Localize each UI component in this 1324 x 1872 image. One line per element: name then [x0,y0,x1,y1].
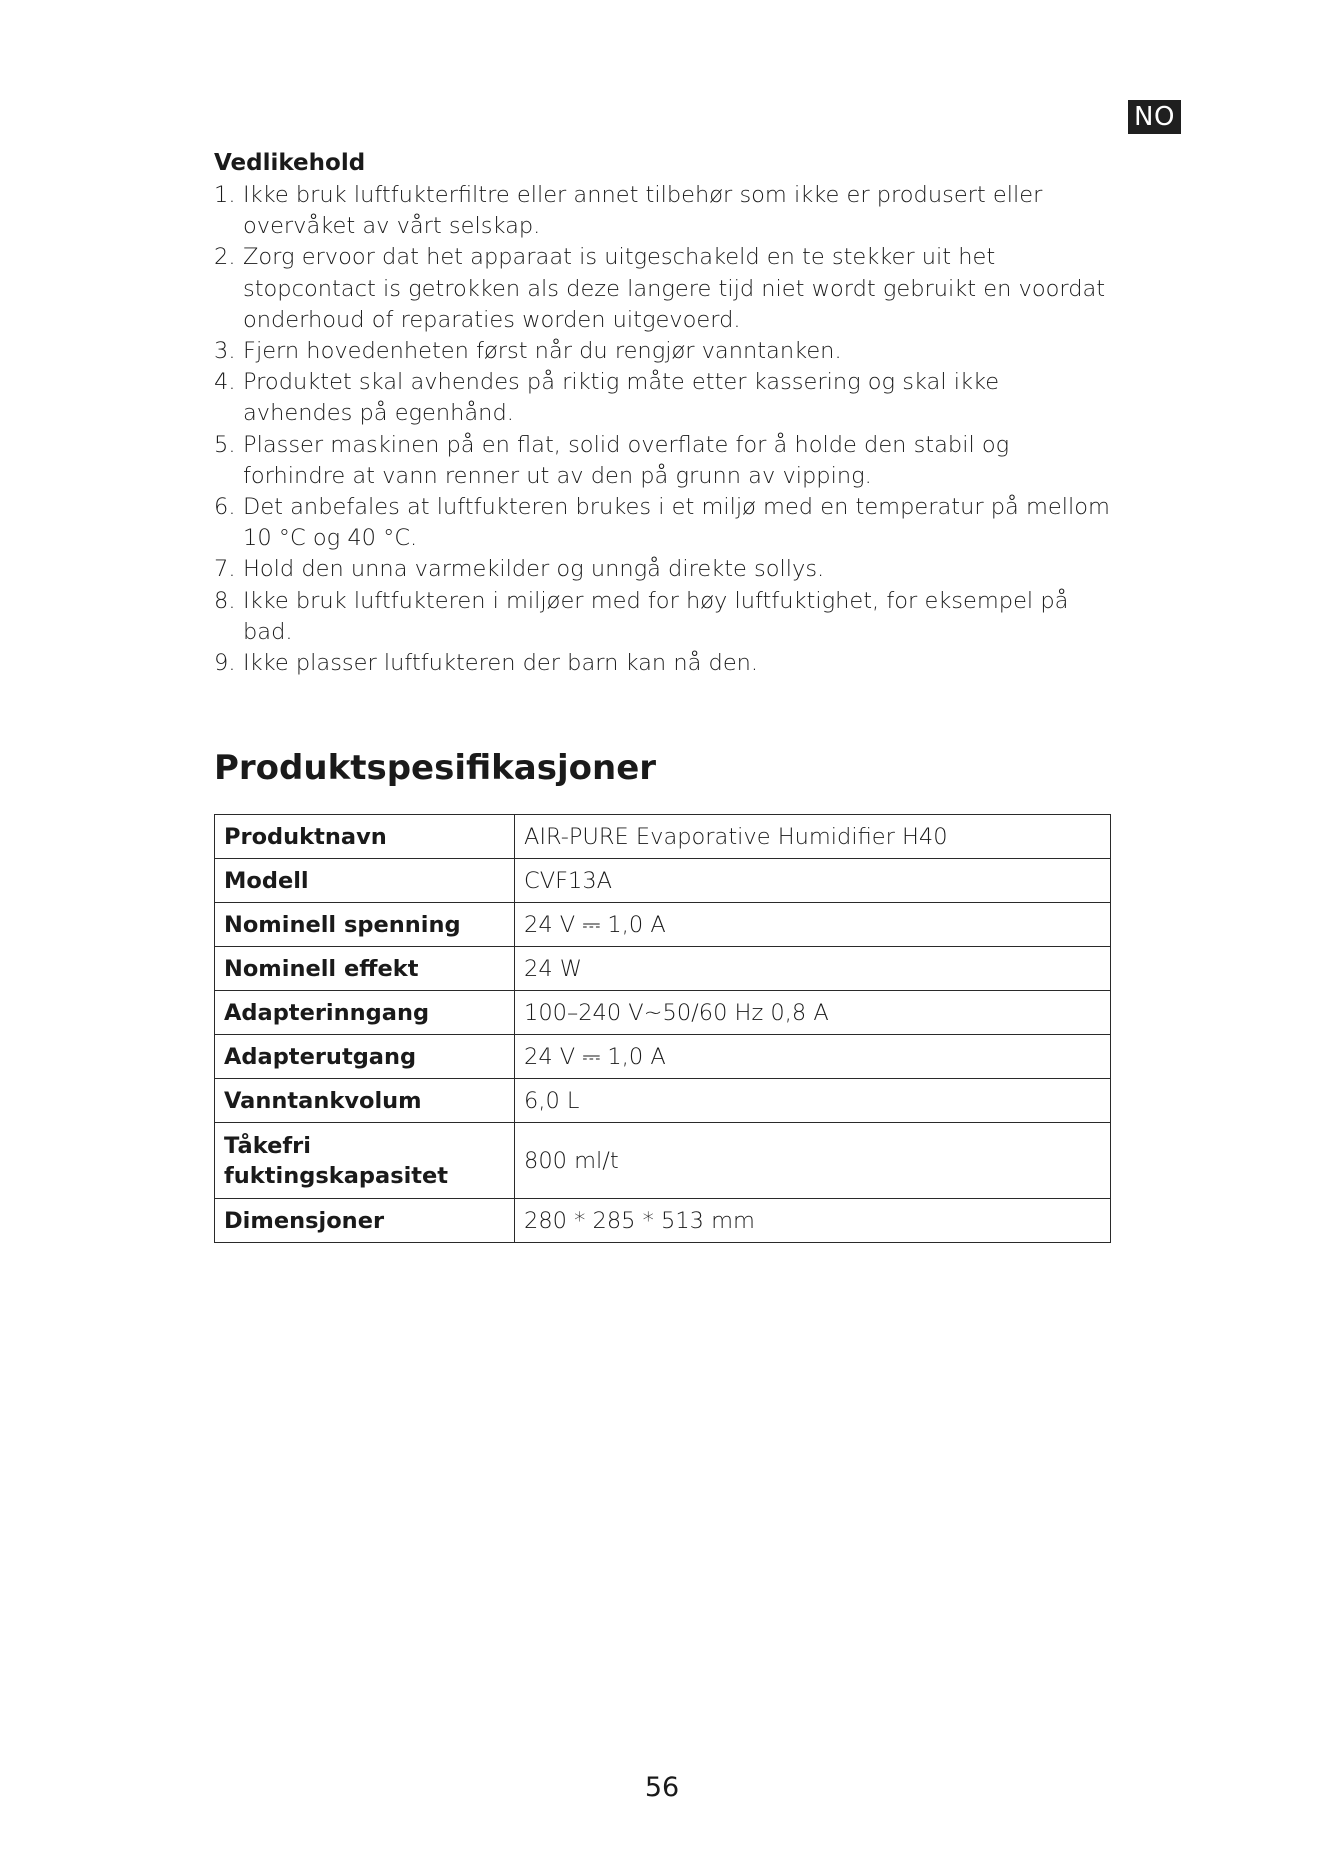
table-row [215,947,1111,991]
spec-label: Adapterutgang [215,1035,515,1079]
spec-value: 24 V ⎓ 1,0 A [515,1035,1111,1079]
spec-label: Modell [215,859,515,903]
list-item [214,586,1114,648]
list-item [214,242,1114,336]
list-item-text: Produktet skal avhendes på riktig måte etter kassering og skal ikke avhendes på egenhånd. [243,369,1000,427]
spec-value: 6,0 L [515,1079,1111,1123]
table-row [215,1199,1111,1243]
spec-value: AIR-PURE Evaporative Humidifier H40 [515,815,1111,859]
list-item-number: 9. [214,650,236,677]
specs-title: Produktspesifikasjoner [214,748,657,788]
list-item [214,554,1114,585]
maintenance-section [214,146,1114,679]
list-item [214,367,1114,429]
language-badge: NO [1128,100,1181,134]
spec-label: Nominell effekt [215,947,515,991]
specs-table [214,814,1111,1243]
table-row [215,991,1111,1035]
spec-value: 24 W [515,947,1111,991]
list-item-text: Zorg ervoor dat het apparaat is uitgeschakeld en te stekker uit het stopcontact is getrokken als deze langere tijd niet wordt gebruikt en voordat onderhoud of reparaties worden uitgevoerd. [243,244,1106,333]
list-item-number: 8. [214,587,236,614]
list-item [214,180,1114,242]
list-item-text: Ikke bruk luftfukteren i miljøer med for høy luftfuktighet, for eksempel på bad. [243,587,1069,645]
spec-label: Adapterinngang [215,991,515,1035]
list-item-text: Ikke plasser luftfukteren der barn kan nå den. [243,650,759,677]
list-item [214,492,1114,554]
table-row [215,1079,1111,1123]
maintenance-list [214,180,1114,679]
spec-label: Tåkefri fuktingskapasitet [215,1123,515,1199]
list-item-number: 6. [214,494,236,521]
spec-value: 24 V ⎓ 1,0 A [515,903,1111,947]
list-item-text: Plasser maskinen på en flat, solid overflate for å holde den stabil og forhindre at vann renner ut av den på grunn av vipping. [243,431,1010,489]
list-item-number: 7. [214,556,236,583]
spec-label: Nominell spenning [215,903,515,947]
list-item-number: 4. [214,369,236,396]
list-item-number: 1. [214,182,236,208]
spec-value: CVF13A [515,859,1111,903]
spec-label: Dimensjoner [215,1199,515,1243]
table-row [215,1035,1111,1079]
list-item [214,430,1114,492]
list-item-text: Fjern hovedenheten først når du rengjør vanntanken. [243,338,842,365]
list-item-number: 3. [214,338,236,365]
list-item-number: 5. [214,431,236,458]
spec-label: Vanntankvolum [215,1079,515,1123]
spec-value: 280 * 285 * 513 mm [515,1199,1111,1243]
spec-value: 800 ml/t [515,1123,1111,1199]
spec-value: 100–240 V~50/60 Hz 0,8 A [515,991,1111,1035]
table-row [215,859,1111,903]
maintenance-heading: Vedlikehold [214,150,366,176]
page-number: 56 [644,1772,680,1803]
list-item-text: Hold den unna varmekilder og unngå direkte sollys. [243,556,825,583]
list-item-text: Ikke bruk luftfukterfiltre eller annet tilbehør som ikke er produsert eller overvåket av vårt selskap. [243,182,1043,240]
table-row [215,1123,1111,1199]
spec-label: Produktnavn [215,815,515,859]
table-row [215,903,1111,947]
list-item [214,336,1114,367]
table-row [215,815,1111,859]
list-item [214,648,1114,679]
list-item-text: Det anbefales at luftfukteren brukes i et miljø med en temperatur på mellom 10 °C og 40 °C. [243,494,1110,552]
list-item-number: 2. [214,244,236,271]
